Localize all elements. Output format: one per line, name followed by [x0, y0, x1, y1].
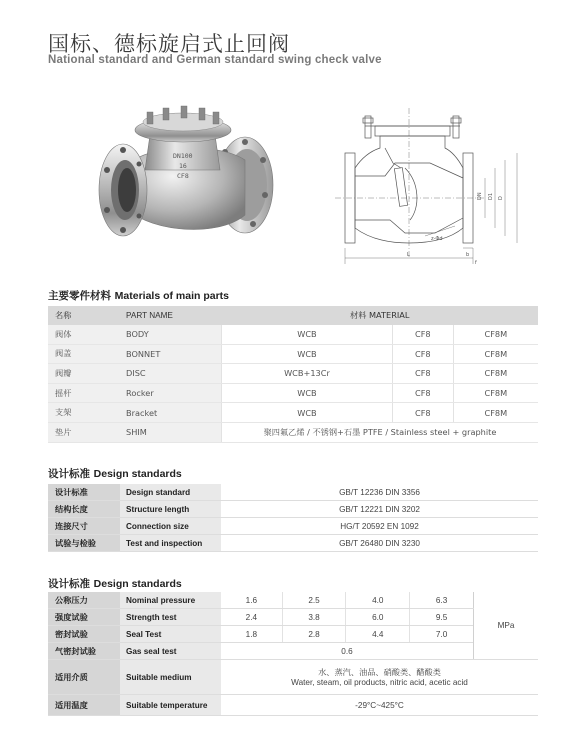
- dim-d-label: D: [498, 196, 504, 200]
- table-row: [48, 501, 538, 518]
- design-title-en: Design standards: [93, 468, 182, 480]
- col-header-name: 名称: [48, 306, 120, 325]
- material-cell: CF8M: [453, 383, 538, 403]
- standard-key-cn: 设计标准: [48, 484, 120, 501]
- medium-value: [221, 660, 538, 695]
- standard-value: GB/T 26480 DIN 3230: [221, 535, 538, 552]
- material-cell: WCB: [222, 325, 393, 344]
- pressure-value: 7.0: [410, 626, 474, 643]
- medium-value-cn: 水、蒸汽、油品、硝酸类、醋酸类: [318, 667, 441, 677]
- materials-title: [48, 288, 229, 303]
- part-name-cn: 阀瓣: [48, 364, 120, 384]
- table-row: [48, 535, 538, 552]
- material-cell: CF8: [392, 364, 453, 384]
- standard-key-cn: 试验与检验: [48, 535, 120, 552]
- pressure-value: 6.0: [346, 609, 410, 626]
- dim-bolt-label: z-Φd: [431, 236, 443, 242]
- material-cell: WCB: [222, 344, 393, 364]
- marking-material: CF8: [177, 172, 189, 180]
- table-row: [48, 325, 538, 344]
- design2-title-en: Design standards: [93, 578, 182, 590]
- part-name-cn: 阀盖: [48, 344, 120, 364]
- part-name-en: Bracket: [120, 403, 222, 423]
- pressure-key-cn: 密封试验: [48, 626, 120, 643]
- pressure-value: 2.5: [282, 592, 346, 609]
- table-row: [48, 695, 538, 716]
- standard-key-cn: 连接尺寸: [48, 518, 120, 535]
- material-cell: CF8M: [453, 344, 538, 364]
- pressure-value: 3.8: [282, 609, 346, 626]
- design-title-cn: 设计标准: [48, 468, 90, 480]
- dim-b-label: b: [466, 252, 470, 258]
- materials-title-cn: 主要零件材料: [48, 290, 111, 302]
- marking-dn: DN100: [173, 152, 193, 160]
- marking-pn: 16: [179, 162, 187, 170]
- design-title: [48, 466, 182, 481]
- design2-title: [48, 576, 182, 591]
- pressure-key-en: Seal Test: [120, 626, 221, 643]
- temperature-key-cn: 适用温度: [48, 695, 120, 716]
- table-row: [48, 643, 538, 660]
- medium-key-en: Suitable medium: [120, 660, 221, 695]
- table-row: [48, 660, 538, 695]
- standard-value: GB/T 12236 DIN 3356: [221, 484, 538, 501]
- page-title: 国标、德标旋启式止回阀: [48, 32, 290, 56]
- standard-key-en: Test and inspection: [120, 535, 221, 552]
- pressure-value: 6.3: [410, 592, 474, 609]
- dim-f-label: f: [475, 260, 477, 266]
- medium-key-cn: 适用介质: [48, 660, 120, 695]
- part-name-en: SHIM: [120, 422, 222, 442]
- unit-cell: MPa: [474, 592, 539, 660]
- material-cell: CF8: [392, 403, 453, 423]
- part-name-en: BONNET: [120, 344, 222, 364]
- table-row: [48, 626, 538, 643]
- table-row: [48, 609, 538, 626]
- temperature-value: -29°C~425°C: [221, 695, 538, 716]
- materials-title-en: Materials of main parts: [114, 290, 230, 302]
- material-cell: CF8: [392, 325, 453, 344]
- valve-photo: [95, 100, 290, 270]
- part-name-en: Rocker: [120, 383, 222, 403]
- medium-value-en: Water, steam, oil products, nitric acid, acetic acid: [291, 678, 468, 687]
- dim-length-label: L: [407, 252, 410, 258]
- temperature-key-en: Suitable temperature: [120, 695, 221, 716]
- table-row: [48, 344, 538, 364]
- part-name-en: DISC: [120, 364, 222, 384]
- pressure-value: 2.4: [221, 609, 282, 626]
- part-name-cn: 垫片: [48, 422, 120, 442]
- pressure-value: 9.5: [410, 609, 474, 626]
- standard-key-en: Connection size: [120, 518, 221, 535]
- part-name-cn: 摇杆: [48, 383, 120, 403]
- pressure-key-en: Strength test: [120, 609, 221, 626]
- material-cell: WCB: [222, 403, 393, 423]
- pressure-value: 1.8: [221, 626, 282, 643]
- table-row: [48, 403, 538, 423]
- gas-value: 0.6: [221, 643, 474, 660]
- col-header-material: 材料 MATERIAL: [222, 306, 539, 325]
- table-row: [48, 592, 538, 609]
- dim-dn-label: DN: [477, 192, 483, 200]
- design2-title-cn: 设计标准: [48, 578, 90, 590]
- table-row: [48, 518, 538, 535]
- gas-key-cn: 气密封试验: [48, 643, 120, 660]
- gas-key-en: Gas seal test: [120, 643, 221, 660]
- part-name-cn: 阀体: [48, 325, 120, 344]
- standard-key-en: Design standard: [120, 484, 221, 501]
- table-row: [48, 422, 538, 442]
- pressure-value: 4.0: [346, 592, 410, 609]
- material-cell: CF8M: [453, 403, 538, 423]
- part-name-cn: 支架: [48, 403, 120, 423]
- pressure-value: 4.4: [346, 626, 410, 643]
- standard-key-cn: 结构长度: [48, 501, 120, 518]
- section-drawing: [335, 108, 540, 268]
- part-name-en: BODY: [120, 325, 222, 344]
- materials-table: [48, 306, 538, 443]
- table-row: [48, 484, 538, 501]
- pressure-key-cn: 强度试验: [48, 609, 120, 626]
- standard-value: GB/T 12221 DIN 3202: [221, 501, 538, 518]
- pressure-key-cn: 公称压力: [48, 592, 120, 609]
- material-cell: CF8: [392, 383, 453, 403]
- table-row: [48, 364, 538, 384]
- table-row: [48, 383, 538, 403]
- design-standards-table: [48, 484, 538, 552]
- material-cell: CF8M: [453, 364, 538, 384]
- col-header-part: PART NAME: [120, 306, 222, 325]
- dim-d1-label: D1: [488, 192, 494, 200]
- pressure-key-en: Nominal pressure: [120, 592, 221, 609]
- material-cell: WCB+13Cr: [222, 364, 393, 384]
- page-subtitle: National standard and German standard swing check valve: [48, 54, 382, 66]
- standard-value: HG/T 20592 EN 1092: [221, 518, 538, 535]
- material-cell: WCB: [222, 383, 393, 403]
- pressure-table: [48, 592, 538, 716]
- standard-key-en: Structure length: [120, 501, 221, 518]
- pressure-value: 1.6: [221, 592, 282, 609]
- material-cell: CF8: [392, 344, 453, 364]
- materials-header-row: [48, 306, 538, 325]
- pressure-value: 2.8: [282, 626, 346, 643]
- shim-material-cell: 聚四氟乙烯 / 不锈钢+石墨 PTFE / Stainless steel + graphite: [222, 422, 539, 442]
- material-cell: CF8M: [453, 325, 538, 344]
